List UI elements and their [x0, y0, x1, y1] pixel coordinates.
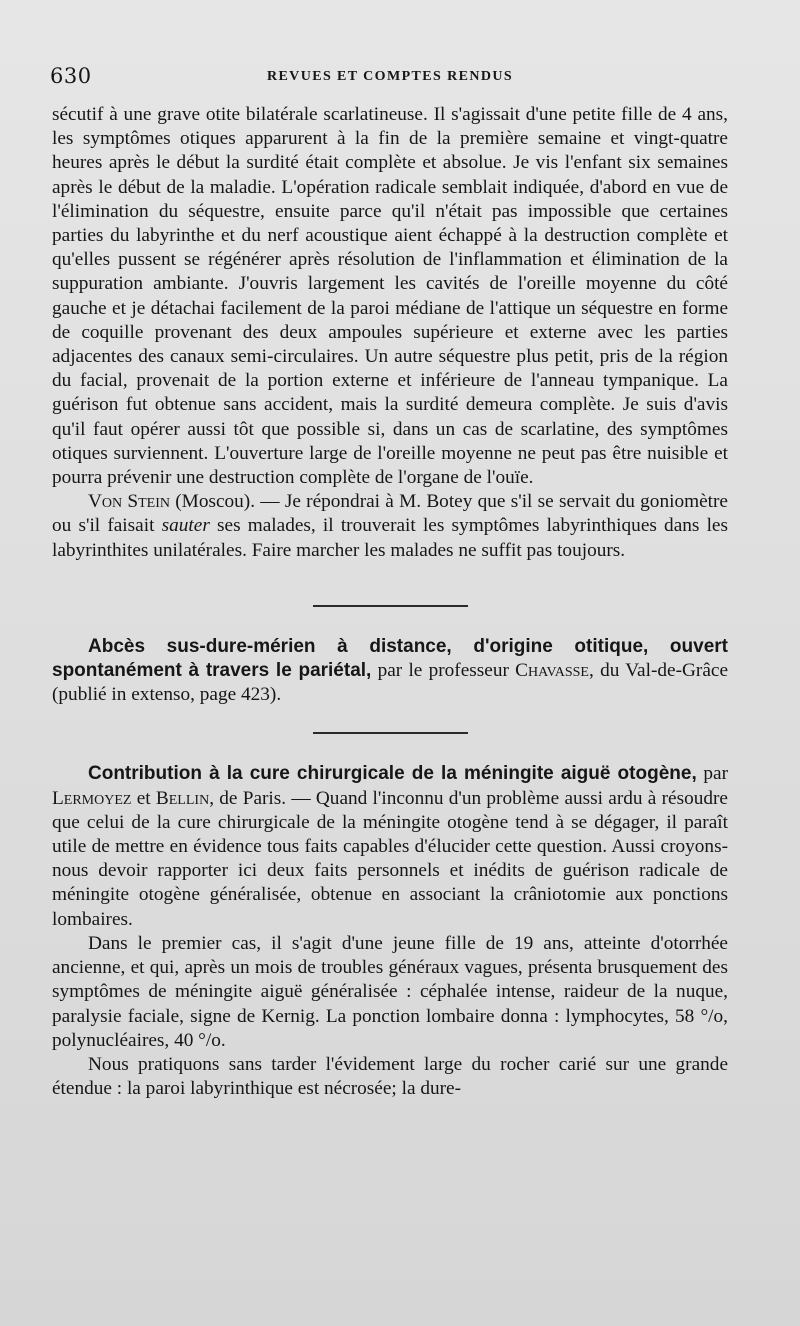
author-name: Von Stein [88, 491, 170, 513]
author-name: Chavasse [515, 660, 589, 682]
author-name: Bellin [155, 787, 210, 809]
section-heading-paragraph [52, 762, 728, 931]
section-divider [313, 732, 468, 734]
paragraph: Dans le premier cas, il s'agit d'une jeune fille de 19 ans, atteinte d'otorrhée ancienne, et qui, après un mois de troubles généraux vagues, présenta brusquement des symptômes de méningite aiguë généralisée : céphalée intense, raideur de la nuque, paralysie faciale, signe de Kernig. La ponction lombaire donna : lymphocytes, 58 °/o, polynucléaires, 40 °/o. [52, 932, 728, 1051]
paragraph: Nous pratiquons sans tarder l'évidement large du rocher carié sur une grande étendue : la paroi labyrinthique est nécrosée; la dure- [52, 1053, 728, 1100]
page-body [52, 103, 728, 1101]
emphasis-text: sauter [161, 515, 210, 537]
byline-text: , du Val-de-Grâce (publié in extenso, page 423). [52, 660, 729, 706]
section-heading-paragraph [52, 635, 728, 708]
byline-text: par le professeur [371, 660, 516, 682]
page-header [50, 64, 730, 94]
section-meningite [52, 762, 728, 1101]
paragraph-text: , de Paris. — Quand l'inconnu d'un problème aussi ardu à résoudre que celui de la cure chirurgicale de la méningite otogène tend à se dégager, il paraît utile de mettre en évidence tous faits capables d'élucider cette question. Aussi croyons-nous devoir rapporter ici deux faits personnels et inédits de guérison radicale de méningite otogène généralisée, obtenue en associant la crâniotomie aux ponctions lombaires. [52, 787, 728, 930]
paragraph-text: (Moscou). — Je répondrai à M. Botey que s'il se servait du goniomètre ou s'il faisait [52, 491, 728, 537]
section-abces [52, 635, 728, 708]
page-number: 630 [50, 64, 92, 88]
byline-text: par [696, 763, 728, 785]
author-name: Lermoyez [52, 787, 132, 809]
paragraph-von-stein [52, 490, 728, 563]
section-title: Contribution à la cure chirurgicale de la méningite aiguë otogène, [88, 763, 697, 785]
paragraph-continuation: sécutif à une grave otite bilatérale scarlatineuse. Il s'agissait d'une petite fille de 4 ans, les symptômes otiques apparurent à la fin de la première semaine et vingt-quatre heures après le début la surdité était complète et absolue. Je vis l'enfant six semaines après le début de la maladie. L'opération radicale semblait indiquée, d'abord en vue de l'élimination du séquestre, ensuite parce qu'il n'était pas impossible que certaines parties du labyrinthe et du nerf acoustique aient échappé à la destruction complète et qu'elles pussent se régénérer après résolution de l'inflammation et élimination de la suppuration ambiante. J'ouvris largement les cavités de l'oreille moyenne du côté gauche et je détachai facilement de la paroi médiane de l'attique un séquestre en forme de coquille provenant des deux ampoules supérieure et externe avec les parties adjacentes des canaux semi-circulaires. Un autre séquestre plus petit, pris de la région du facial, provenait de la portion externe et inférieure de l'anneau tympanique. La guérison fut obtenue sans accident, mais la surdité demeura complète. Je suis d'avis qu'il faut opérer aussi tôt que possible si, dans un cas de scarlatine, des symptômes otiques surviennent. L'ouverture large de l'oreille moyenne ne peut pas être nuisible et pourra prévenir une destruction complète de l'organe de l'ouïe. [52, 104, 728, 489]
section-divider [313, 605, 468, 607]
paragraph-text: ses malades, il trouverait les symptômes labyrinthiques dans les labyrinthites unilatérales. Faire marcher les malades ne suffit pas toujours. [52, 515, 728, 561]
section-title: Abcès sus-dure-mérien à distance, d'origine otitique, ouvert spontanément à travers le pariétal, [52, 635, 728, 682]
byline-text: et [131, 787, 156, 809]
running-head: REVUES ET COMPTES RENDUS [266, 69, 514, 84]
